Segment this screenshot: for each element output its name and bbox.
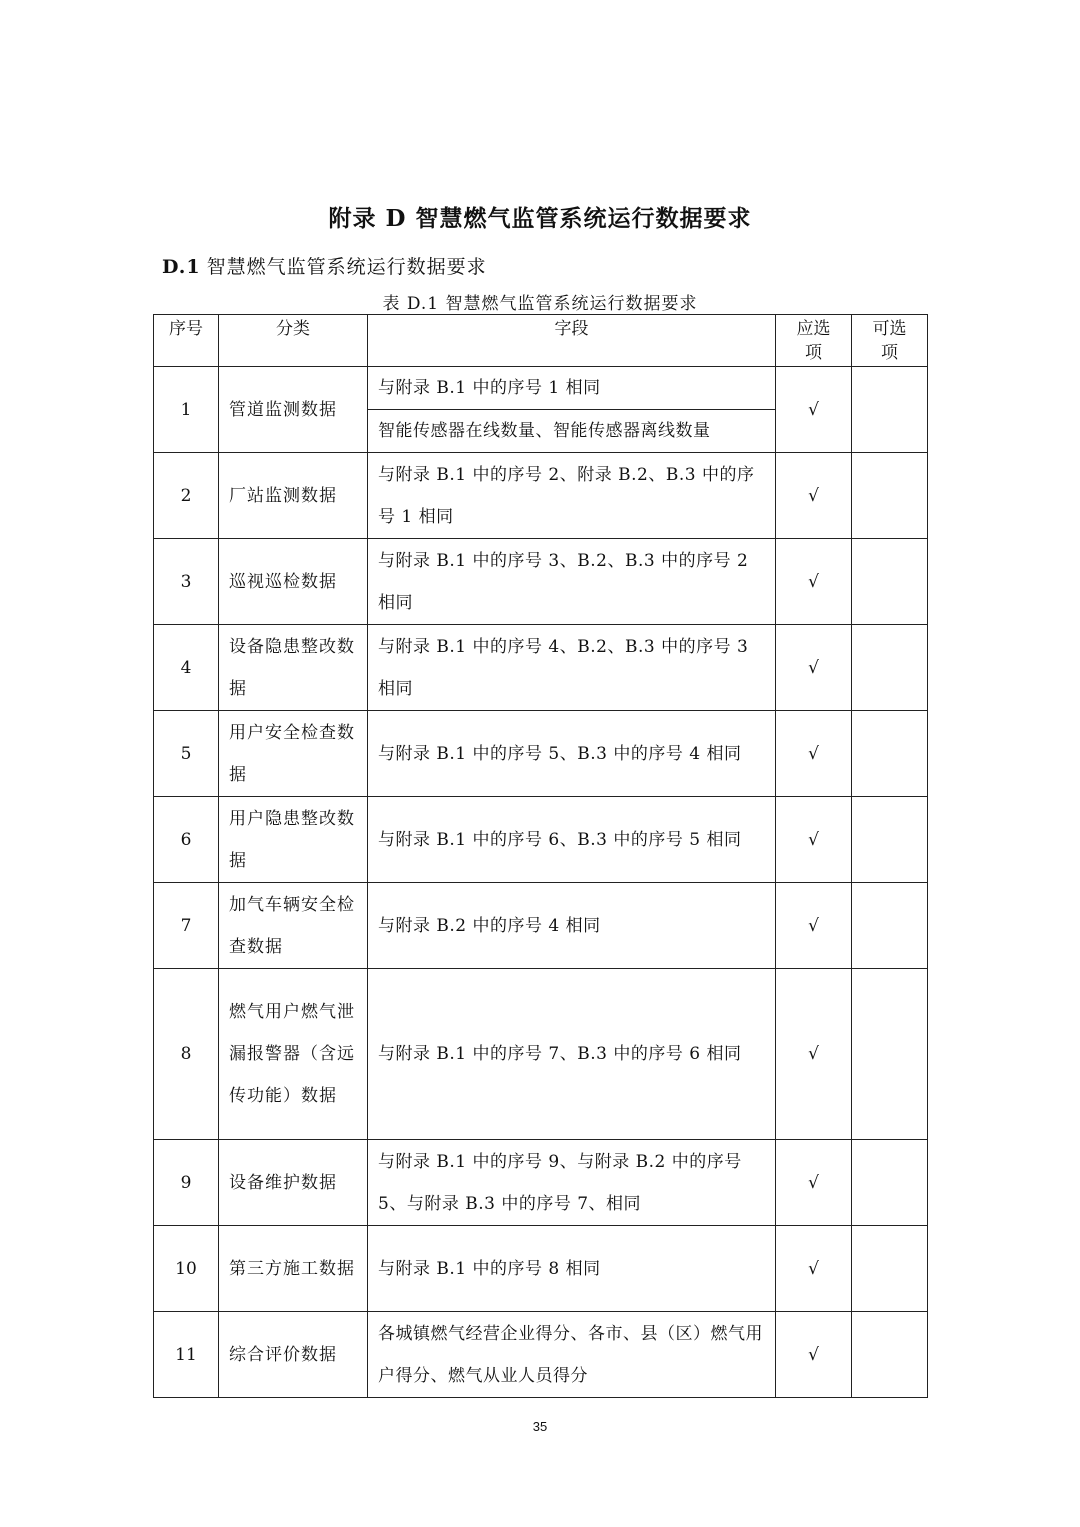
- table-row: [154, 539, 928, 625]
- table-row: [154, 1226, 928, 1312]
- row-required: √: [776, 539, 852, 625]
- row-optional: [852, 367, 928, 453]
- row-field: 与附录 B.1 中的序号 8 相同: [368, 1226, 776, 1312]
- row-no: 2: [154, 453, 219, 539]
- row-field: 与附录 B.1 中的序号 6、B.3 中的序号 5 相同: [368, 797, 776, 883]
- row-no: 10: [154, 1226, 219, 1312]
- row-optional: [852, 711, 928, 797]
- row-category: 设备维护数据: [219, 1140, 368, 1226]
- row-no: 7: [154, 883, 219, 969]
- data-requirements-table: [153, 314, 928, 1398]
- row-required: √: [776, 797, 852, 883]
- row-field: 与附录 B.1 中的序号 3、B.2、B.3 中的序号 2 相同: [368, 539, 776, 625]
- row-optional: [852, 969, 928, 1140]
- row-optional: [852, 1226, 928, 1312]
- row-optional: [852, 883, 928, 969]
- row-field: 各城镇燃气经营企业得分、各市、县（区）燃气用户得分、燃气从业人员得分: [368, 1312, 776, 1398]
- row-no: 6: [154, 797, 219, 883]
- row-category: 用户安全检查数据: [219, 711, 368, 797]
- table-row: [154, 883, 928, 969]
- row-field: 智能传感器在线数量、智能传感器离线数量: [368, 410, 776, 453]
- row-required: √: [776, 1140, 852, 1226]
- page-title: 附录 D 智慧燃气监管系统运行数据要求: [328, 205, 752, 232]
- table-row: [154, 453, 928, 539]
- table-row: [154, 1140, 928, 1226]
- row-category: 综合评价数据: [219, 1312, 368, 1398]
- header-field: 字段: [368, 315, 776, 367]
- table-row: [154, 1312, 928, 1398]
- section-text: 智慧燃气监管系统运行数据要求: [206, 256, 487, 278]
- row-category: 用户隐患整改数据: [219, 797, 368, 883]
- table-row: [154, 711, 928, 797]
- row-optional: [852, 1312, 928, 1398]
- row-required: √: [776, 969, 852, 1140]
- header-row: [154, 315, 928, 367]
- row-required: √: [776, 883, 852, 969]
- row-optional: [852, 1140, 928, 1226]
- header-no: 序号: [154, 315, 219, 367]
- row-category: 巡视巡检数据: [219, 539, 368, 625]
- row-field: 与附录 B.1 中的序号 2、附录 B.2、B.3 中的序号 1 相同: [368, 453, 776, 539]
- row-optional: [852, 797, 928, 883]
- row-field: 与附录 B.2 中的序号 4 相同: [368, 883, 776, 969]
- row-optional: [852, 453, 928, 539]
- table-caption: 表 D.1 智慧燃气监管系统运行数据要求: [382, 294, 698, 314]
- table-row: [154, 367, 928, 410]
- row-optional: [852, 625, 928, 711]
- row-no: 3: [154, 539, 219, 625]
- row-field: 与附录 B.1 中的序号 4、B.2、B.3 中的序号 3 相同: [368, 625, 776, 711]
- row-required: √: [776, 1312, 852, 1398]
- table-row: [154, 625, 928, 711]
- row-field: 与附录 B.1 中的序号 9、与附录 B.2 中的序号 5、与附录 B.3 中的序号 7、相同: [368, 1140, 776, 1226]
- row-no: 9: [154, 1140, 219, 1226]
- row-category: 设备隐患整改数据: [219, 625, 368, 711]
- row-no: 8: [154, 969, 219, 1140]
- row-no: 4: [154, 625, 219, 711]
- page-number: 35: [532, 1419, 548, 1434]
- row-category: 燃气用户燃气泄漏报警器（含远传功能）数据: [219, 969, 368, 1140]
- row-required: √: [776, 453, 852, 539]
- row-required: √: [776, 1226, 852, 1312]
- header-optional: 可选项: [852, 315, 928, 367]
- table-row: [154, 797, 928, 883]
- header-required: 应选项: [776, 315, 852, 367]
- table-row: [154, 969, 928, 1140]
- header-category: 分类: [219, 315, 368, 367]
- row-no: 5: [154, 711, 219, 797]
- row-required: √: [776, 625, 852, 711]
- row-category: 加气车辆安全检查数据: [219, 883, 368, 969]
- row-category: 管道监测数据: [219, 367, 368, 453]
- row-required: √: [776, 711, 852, 797]
- row-optional: [852, 539, 928, 625]
- section-heading: [162, 252, 487, 279]
- row-field: 与附录 B.1 中的序号 5、B.3 中的序号 4 相同: [368, 711, 776, 797]
- row-required: √: [776, 367, 852, 453]
- row-field: 与附录 B.1 中的序号 1 相同: [368, 367, 776, 410]
- row-category: 第三方施工数据: [219, 1226, 368, 1312]
- row-field: 与附录 B.1 中的序号 7、B.3 中的序号 6 相同: [368, 969, 776, 1140]
- row-category: 厂站监测数据: [219, 453, 368, 539]
- row-no: 1: [154, 367, 219, 453]
- row-no: 11: [154, 1312, 219, 1398]
- section-number: D.1: [162, 256, 201, 278]
